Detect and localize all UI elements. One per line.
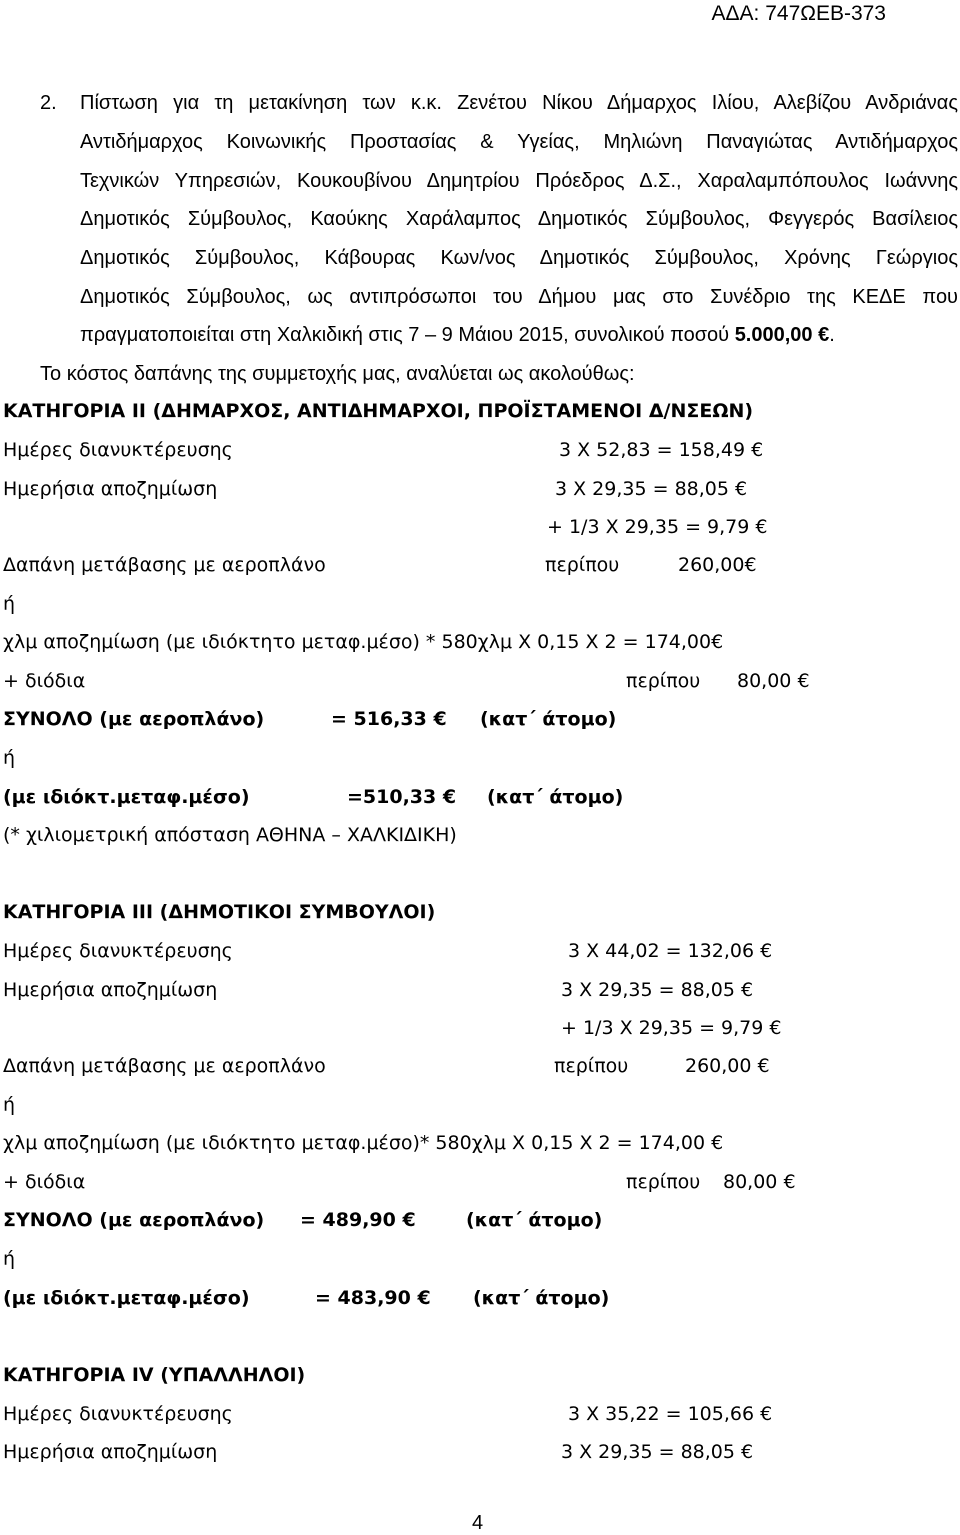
euro-icon: € [744,554,757,576]
euro-icon: € [757,1055,770,1077]
euro-icon: € [818,324,830,346]
flight-approx: περίπου [545,554,620,576]
or-label: ή [3,1248,16,1270]
or-label: ή [3,747,16,769]
category-2-heading: ΚΑΤΗΓΟΡΙΑ ΙΙ (ΔΗΜΑΡΧΟΣ, ΑΝΤΙΔΗΜΑΡΧΟΙ, ΠΡΟΪΣΤΑΜΕΝΟΙ Δ/ΝΣΕΩΝ) [3,400,754,422]
flight-value: 260,00 € [685,1055,770,1077]
total-plane-per: (κατ΄ άτομο) [466,1209,603,1231]
km-compensation: χλμ αποζημίωση (με ιδιόκτητο μεταφ.μέσο)* 580χλμ Χ 0,15 Χ 2 = 174,00 € [3,1132,724,1154]
total-car-value: =510,33 € [347,786,457,808]
intro-line: Δημοτικός Σύμβουλος, Καούκης Χαράλαμπος Δημοτικός Σύμβουλος, Φεγγερός Βασίλειος [80,208,958,230]
total-plane-value: = 489,90 € [300,1209,416,1231]
euro-icon: € [711,1132,724,1154]
or-label: ή [3,593,16,615]
intro-last-end: . [829,324,835,346]
total-plane-per: (κατ΄ άτομο) [480,708,617,730]
euro-icon: € [760,1403,773,1425]
euro-icon: € [433,708,447,730]
tolls-label: + διόδια [3,670,86,692]
euro-icon: € [442,786,457,808]
or-label: ή [3,1094,16,1116]
category-3-heading: ΚΑΤΗΓΟΡΙΑ ΙΙΙ (ΔΗΜΟΤΙΚΟΙ ΣΥΜΒΟΥΛΟΙ) [3,901,436,923]
tolls-approx: περίπου [626,670,701,692]
daily-value: 3 Χ 29,35 = 88,05 € [555,478,748,500]
daily-value: 3 Χ 29,35 = 88,05 € [561,1441,754,1463]
euro-icon: € [783,1171,796,1193]
overnight-value: 3 Χ 52,83 = 158,49 € [559,439,764,461]
intro-last-line [80,325,958,345]
total-plane-label: ΣΥΝΟΛΟ (με αεροπλάνο) [3,1209,265,1231]
ada-code: ΑΔΑ: 747ΩΕΒ-373 [711,2,886,25]
distance-note: (* χιλιομετρική απόσταση ΑΘΗΝΑ – ΧΑΛΚΙΔΙΚΗ) [3,824,457,846]
intro-line: Δημοτικός Σύμβουλος, ως αντιπρόσωποι του Δήμου μας στο Συνέδριο της ΚΕΔΕ που [80,286,958,308]
daily-value: 3 Χ 29,35 = 88,05 € [561,979,754,1001]
overnight-value: 3 Χ 35,22 = 105,66 € [568,1403,773,1425]
euro-icon: € [402,1209,416,1231]
euro-icon: € [769,1017,782,1039]
intro-line: Πίστωση για τη μετακίνηση των κ.κ. Ζενέτου Νίκου Δήμαρχος Ιλίου, Αλεβίζου Ανδριάνας [80,92,958,114]
tolls-label: + διόδια [3,1171,86,1193]
intro-last-text: πραγματοποιείται στη Χαλκιδική στις 7 – 9 Μάιου 2015, συνολικού ποσού [80,324,735,346]
euro-icon: € [711,631,724,653]
euro-icon: € [735,478,748,500]
daily-extra-value: + 1/3 Χ 29,35 = 9,79 € [547,516,768,538]
euro-icon: € [797,670,810,692]
overnight-label: Ημέρες διανυκτέρευσης [3,1403,233,1425]
total-car-label: (με ιδιόκτ.μεταφ.μέσο) [3,1287,250,1309]
euro-icon: € [755,516,768,538]
euro-icon: € [741,979,754,1001]
overnight-value: 3 Χ 44,02 = 132,06 € [568,940,773,962]
tolls-approx: περίπου [626,1171,701,1193]
category-4-heading: ΚΑΤΗΓΟΡΙΑ IV (ΥΠΑΛΛΗΛΟΙ) [3,1364,306,1386]
tolls-value: 80,00 € [723,1171,796,1193]
overnight-label: Ημέρες διανυκτέρευσης [3,940,233,962]
item-number: 2. [40,92,57,114]
overnight-label: Ημέρες διανυκτέρευσης [3,439,233,461]
total-amount: 5.000,00 [734,324,819,346]
daily-extra-value: + 1/3 Χ 29,35 = 9,79 € [561,1017,782,1039]
flight-label: Δαπάνη μετάβασης με αεροπλάνο [3,554,326,576]
flight-value: 260,00€ [678,554,757,576]
total-car-label: (με ιδιόκτ.μεταφ.μέσο) [3,786,250,808]
tolls-value: 80,00 € [737,670,810,692]
flight-approx: περίπου [554,1055,629,1077]
euro-icon: € [751,439,764,461]
total-car-per: (κατ΄ άτομο) [487,786,624,808]
km-compensation: χλμ αποζημίωση (με ιδιόκτητο μεταφ.μέσο) * 580χλμ Χ 0,15 Χ 2 = 174,00€ [3,631,724,653]
cost-summary: Το κόστος δαπάνης της συμμετοχής μας, αναλύεται ως ακολούθως: [40,363,635,385]
total-car-per: (κατ΄ άτομο) [473,1287,610,1309]
daily-label: Ημερήσια αποζημίωση [3,1441,218,1463]
intro-line: Τεχνικών Υπηρεσιών, Κουκουβίνου Δημητρίου Πρόεδρος Δ.Σ., Χαραλαμπόπουλος Ιωάννης [80,170,958,192]
euro-icon: € [760,940,773,962]
euro-icon: € [417,1287,431,1309]
daily-label: Ημερήσια αποζημίωση [3,478,218,500]
page-number: 4 [472,1512,484,1534]
flight-label: Δαπάνη μετάβασης με αεροπλάνο [3,1055,326,1077]
euro-icon: € [741,1441,754,1463]
total-car-value: = 483,90 € [315,1287,431,1309]
intro-line: Δημοτικός Σύμβουλος, Κάβουρας Κων/νος Δημοτικός Σύμβουλος, Χρόνης Γεώργιος [80,247,958,269]
intro-line: Αντιδήμαρχος Κοινωνικής Προστασίας & Υγείας, Μηλιώνη Παναγιώτας Αντιδήμαρχος [80,131,958,153]
daily-label: Ημερήσια αποζημίωση [3,979,218,1001]
total-plane-label: ΣΥΝΟΛΟ (με αεροπλάνο) [3,708,265,730]
total-plane-value: = 516,33 € [331,708,447,730]
